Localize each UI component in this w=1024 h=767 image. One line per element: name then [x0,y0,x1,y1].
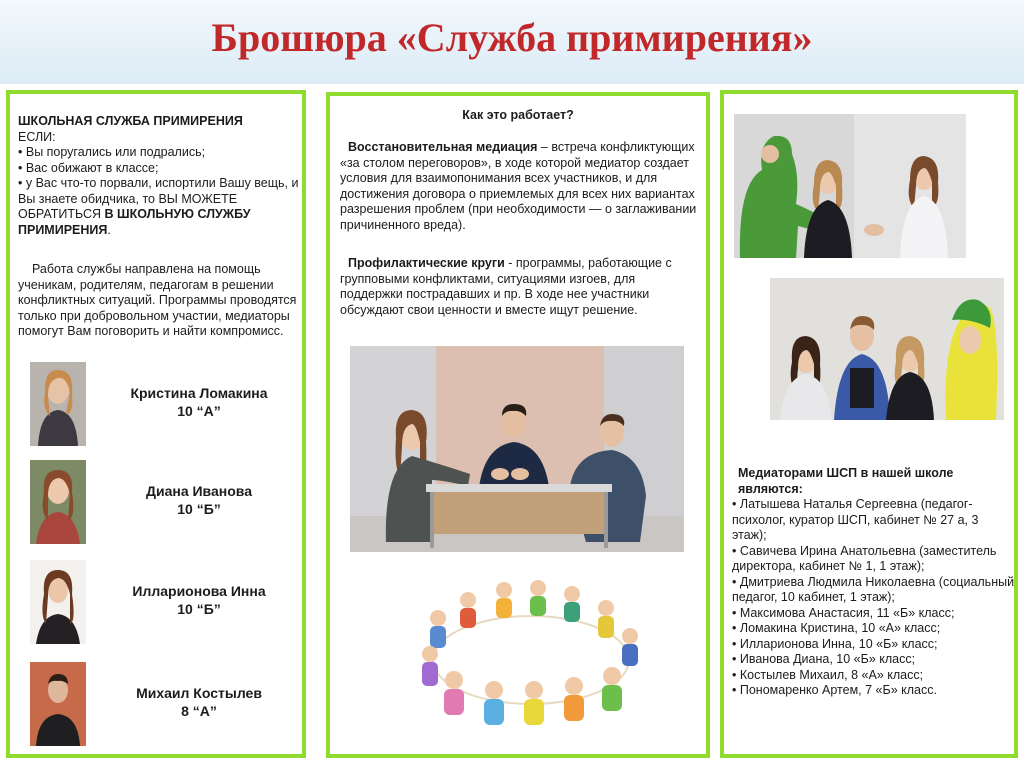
circles-term: Профилактические круги [348,256,505,270]
person-name [92,684,306,720]
page-title: Брошюра «Служба примирения» [211,15,813,60]
circles-text: - программы, работающие с групповыми конфликтами, ситуациями изгоев, для поддержки пострадавших и пр. В ходе нее участники обсуждают свои ценности и вместе ищут решение. [340,256,672,317]
person-class: 10 “Б” [177,501,221,517]
person-photo [30,560,86,644]
intro-bullets [18,145,300,238]
person-card [30,560,300,648]
person-name-text: Илларионова Инна [132,583,266,599]
mediators-heading: Медиаторами ШСП в нашей школе являются: [738,466,954,496]
mediation-paragraph [340,140,700,233]
mediator-item: • Савичева Ирина Анатольевна (заместитель директора, кабинет № 1, 1 этаж); [732,544,1016,575]
bullet-bold-text: В ШКОЛЬНУЮ СЛУЖБУ ПРИМИРЕНИЯ [18,207,251,237]
mediators-list-block [732,466,1016,699]
person-photo [30,362,86,446]
intro-subheading: ЕСЛИ: [18,129,56,144]
mediator-item: • Илларионова Инна, 10 «Б» класс; [732,637,1016,653]
left-panel [6,90,306,758]
bullet-end: . [107,222,111,237]
right-panel [720,90,1018,758]
mediators-list [732,497,1016,699]
mediation-text: – встреча конфликтующих «за столом переговоров», в ходе которой медиатор создает условия для взаимопонимания всех участников, и для достижения договора о приемлемых для всех них вариантах разрешения проблем (при необходимости — о заглаживании причиненного вреда). [340,140,697,232]
group-photo [770,278,1004,420]
person-name-text: Кристина Ломакина [130,385,268,401]
middle-panel [326,92,710,758]
mediator-item: • Максимова Анастасия, 11 «Б» класс; [732,606,1016,622]
bullet-item: • Вы поругались или подрались; [18,145,300,161]
how-it-works-heading: Как это работает? [462,108,574,122]
mediator-item: • Костылев Михаил, 8 «А» класс; [732,668,1016,684]
mediator-item: • Латышева Наталья Сергеевна (педагог-психолог, куратор ШСП, кабинет № 27 а, 3 этаж); [732,497,1016,544]
costume-photo [734,114,966,258]
person-class: 10 “Б” [177,601,221,617]
bullet-item [18,176,300,238]
person-name-text: Диана Иванова [146,483,252,499]
person-name [92,582,306,618]
person-card [30,662,300,750]
mediation-photo [350,346,684,552]
bullet-text: у Вас что-то порвали, испортили Вашу вещь, и Вы знаете обидчика, то ВЫ МОЖЕТЕ ОБРАТИТЬСЯ [18,176,299,221]
person-card [30,460,300,548]
person-name [92,384,306,420]
mediator-item: • Иванова Диана, 10 «Б» класс; [732,652,1016,668]
mediator-item: • Пономаренко Артем, 7 «Б» класс. [732,683,1016,699]
circles-paragraph [340,256,700,318]
intro-heading: ШКОЛЬНАЯ СЛУЖБА ПРИМИРЕНИЯ [18,114,243,128]
title-banner [0,0,1024,84]
person-class: 10 “А” [177,403,221,419]
person-name [92,482,306,518]
mediator-item: • Дмитриева Людмила Николаевна (социальный педагог, 10 кабинет, 1 этаж); [732,575,1016,606]
bullet-item: • Вас обижают в классе; [18,161,300,177]
mediator-item: • Ломакина Кристина, 10 «А» класс; [732,621,1016,637]
intro-block [18,114,300,238]
mediation-term: Восстановительная медиация [348,140,538,154]
person-class: 8 “А” [181,703,217,719]
service-description: Работа службы направлена на помощь ученикам, родителям, педагогам в решении конфликтных ситуаций. Программы проводятся только при добровольном участии, медиаторы помогут Вам поговорить и найти компромисс. [18,262,297,338]
kids-circle-illustration [416,578,646,728]
person-photo [30,460,86,544]
person-card [30,362,300,450]
person-name-text: Михаил Костылев [136,685,262,701]
person-photo [30,662,86,746]
